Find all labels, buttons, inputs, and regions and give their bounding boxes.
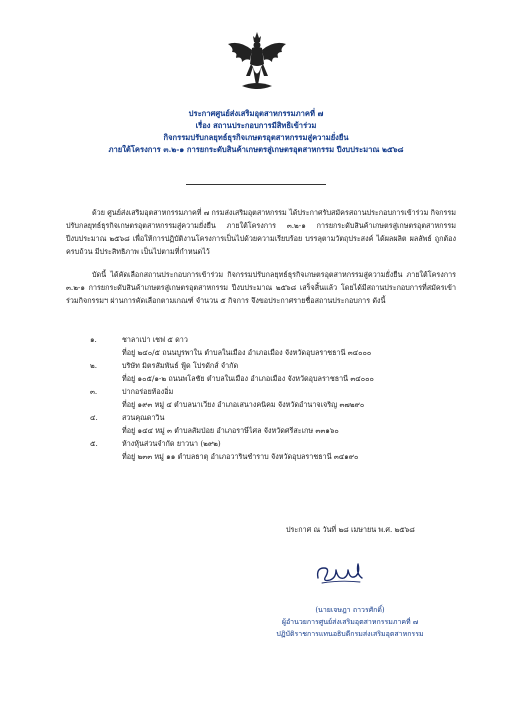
- list-item: [90, 438, 460, 463]
- list-item: [90, 360, 460, 385]
- signer-acting-title: ปฏิบัติราชการแทนอธิบดีกรมส่งเสริมอุตสาหกรรม: [276, 630, 424, 638]
- item-address: ที่อยู่ ๑๙๓ หมู่ ๔ ตำบลนาเวียง อำเภอเสนางคนิคม จังหวัดอำนาจเจริญ ๓๗๒๙๐: [122, 399, 365, 409]
- paragraph-selection-text: บัดนี้ ได้คัดเลือกสถานประกอบการเข้าร่วม กิจกรรมปรับกลยุทธ์ธุรกิจเกษตรอุตสาหกรรมสู่ความยั่งยืน ภายใต้โครงการ ๓.๒-๑ การยกระดับสินค้าเกษตรสู่เกษตรอุตสาหกรรม ปีงบประมาณ ๒๕๖๘ เสร็จสิ้นแล้ว โดยได้มีสถานประกอบการที่สมัครเข้าร่วมกิจกรรมฯ ผ่านการคัดเลือกตามเกณฑ์ จำนวน ๕ กิจการ จึงขอประกาศรายชื่อสถานประกอบการ ดังนี้: [66, 270, 456, 305]
- signer-name: (นายเจษฎา ถาวรศักดิ์): [315, 606, 385, 614]
- item-number: ๑.: [90, 335, 97, 344]
- list-item: [90, 334, 460, 359]
- item-address: ที่อยู่ ๑๐๕/๑-๒ ถนนพโลชัย ตำบลในเมือง อำเภอเมือง จังหวัดอุบลราชธานี ๓๔๐๐๐: [122, 373, 374, 383]
- list-item: [90, 386, 460, 411]
- header-divider: [186, 184, 326, 185]
- list-item: [90, 412, 460, 437]
- subject-heading: เรื่อง สถานประกอบการมีสิทธิเข้าร่วม: [195, 121, 317, 130]
- announcement-header: [60, 108, 452, 156]
- garuda-emblem-icon: [226, 30, 288, 96]
- handwritten-signature: [312, 556, 368, 588]
- item-name: ชาลาเปา เชฟ ๕ ดาว: [122, 335, 188, 344]
- paragraph-intro-text: ด้วย ศูนย์ส่งเสริมอุตสาหกรรมภาคที่ ๗ กรมส่งเสริมอุตสาหกรรม ได้ประกาศรับสมัครสถานประกอบการเข้าร่วม กิจกรรมปรับกลยุทธ์ธุรกิจเกษตรอุตสาหกรรมสู่ความยั่งยืน ภายใต้โครงการ ๓.๒-๑ การยกระดับสินค้าเกษตรสู่เกษตรอุตสาหกรรม ปีงบประมาณ ๒๕๖๘ เพื่อให้การปฏิบัติงานโครงการเป็นไปด้วยความเรียบร้อย บรรลุตามวัตถุประสงค์ ได้ผลผลิต ผลลัพธ์ ถูกต้อง ครบถ้วน มีประสิทธิภาพ เป็นไปตามที่กำหนดไว้: [66, 208, 456, 256]
- project-heading: ภายใต้โครงการ ๓.๒-๑ การยกระดับสินค้าเกษตรสู่เกษตรอุตสาหกรรม ปีงบประมาณ ๒๕๖๘: [108, 145, 404, 154]
- item-address: ที่อยู่ ๑๔๔ หมู่ ๓ ตำบลสัมป่อย อำเภอราษีไศล จังหวัดศรีสะเกษ ๓๓๑๖๐: [122, 425, 339, 435]
- item-name: บริษัท มิตรสัมพันธ์ ฟู้ด โปรดักส์ จำกัด: [122, 361, 239, 370]
- signer-title: ผู้อำนวยการศูนย์ส่งเสริมอุตสาหกรรมภาคที่ ๗: [281, 618, 419, 626]
- item-address: ที่อยู่ ๒๔๐/๕ ถนนบูรพาใน ตำบลในเมือง อำเภอเมือง จังหวัดอุบลราชธานี ๓๔๐๐๐: [122, 347, 372, 357]
- selected-business-list: [90, 334, 460, 464]
- item-name: ปากอร่อยท้องอิ่ม: [122, 387, 174, 396]
- item-number: ๒.: [90, 361, 98, 370]
- item-number: ๔.: [90, 413, 98, 422]
- paragraph-intro: [66, 206, 456, 258]
- item-address: ที่อยู่ ๒๓๓ หมู่ ๑๑ ตำบลธาตุ อำเภอวารินชำราบ จังหวัดอุบลราชธานี ๓๔๑๙๐: [122, 451, 359, 461]
- activity-heading: กิจกรรมปรับกลยุทธ์ธุรกิจเกษตรอุตสาหกรรมสู่ความยั่งยืน: [163, 133, 349, 142]
- item-number: ๓.: [90, 387, 98, 396]
- org-heading: ประกาศศูนย์ส่งเสริมอุตสาหกรรมภาคที่ ๗: [188, 109, 324, 118]
- signer-block: [262, 604, 438, 640]
- item-number: ๕.: [90, 439, 98, 448]
- paragraph-selection: [66, 268, 456, 307]
- item-name: สวนคุณดาวิน: [122, 413, 165, 422]
- item-name: ห้างหุ้นส่วนจำกัด ยาวนา (๒๙๒): [122, 439, 221, 448]
- announcement-date: ประกาศ ณ วันที่ ๒๘ เมษายน พ.ศ. ๒๕๖๘: [286, 525, 415, 534]
